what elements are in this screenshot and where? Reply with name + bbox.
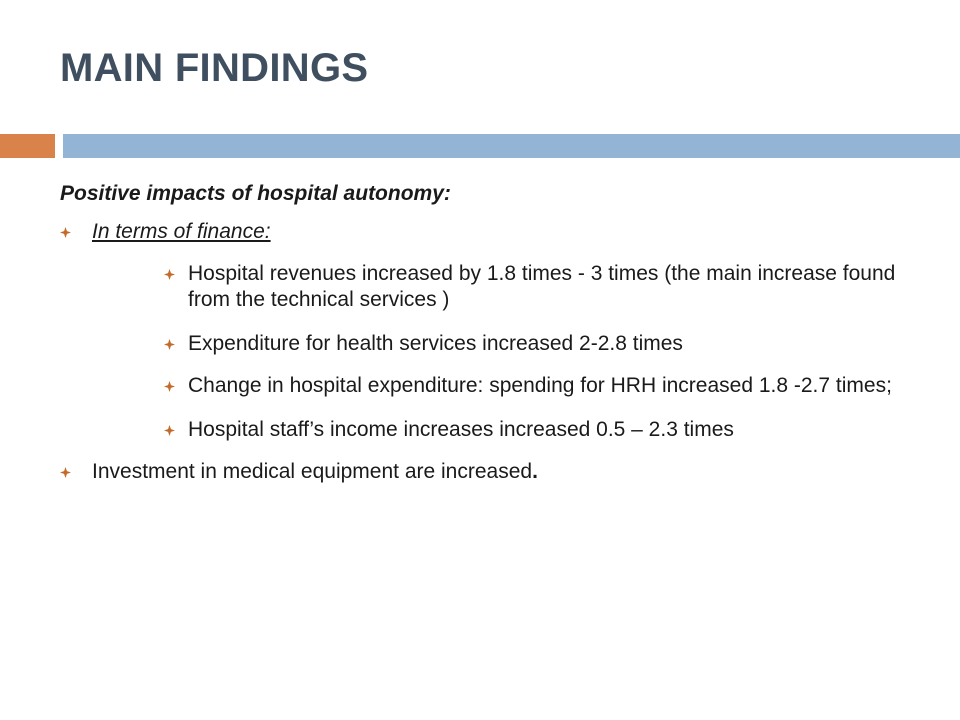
slide-content [60,182,920,485]
finance-point-text: Expenditure for health services increased 2-2.8 times [188,332,683,355]
diamond-bullet-icon [164,425,175,436]
diamond-bullet-icon [60,467,71,478]
bullet-finance [60,219,920,245]
diamond-bullet-icon [164,381,175,392]
content-heading: Positive impacts of hospital autonomy: [60,182,451,205]
diamond-bullet-icon [164,269,175,280]
investment-period: . [532,460,538,483]
bullet-finance-point-4 [60,417,920,443]
slide-title: MAIN FINDINGS [60,46,369,90]
finance-point-text: Change in hospital expenditure: spending for HRH increased 1.8 -2.7 times; [188,374,892,397]
investment-text: Investment in medical equipment are increased [92,460,533,483]
finance-point-text: Hospital revenues increased by 1.8 times - 3 times (the main increase found from the technical services ) [188,262,896,311]
diamond-bullet-icon [60,227,71,238]
bullet-finance-point-1 [60,261,920,313]
bullet-finance-point-2 [60,331,920,357]
accent-bar-blue [63,134,960,158]
diamond-bullet-icon [164,339,175,350]
finance-point-text: Hospital staff’s income increases increased 0.5 – 2.3 times [188,418,734,441]
bullet-investment [60,459,920,485]
bullet-finance-point-3 [60,373,920,399]
accent-bar-orange [0,134,55,158]
finance-label: In terms of finance: [92,220,271,243]
